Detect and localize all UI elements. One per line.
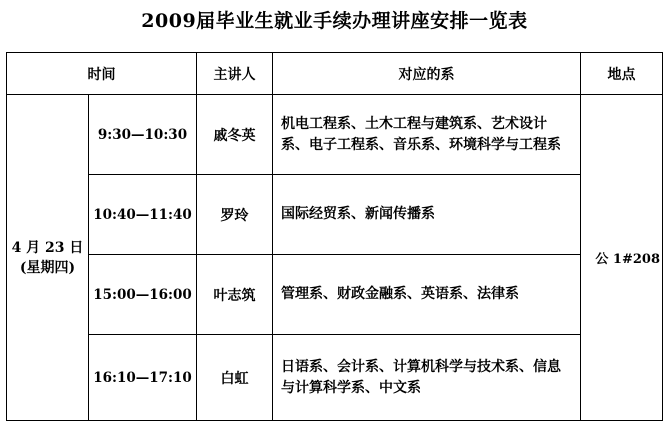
speaker-cell: 白虹	[197, 335, 273, 421]
time-cell: 16:10—17:10	[89, 335, 197, 421]
speaker-cell: 罗玲	[197, 175, 273, 255]
time-cell: 15:00—16:00	[89, 255, 197, 335]
location-cell: 公 1#208	[581, 95, 663, 421]
header-location: 地点	[581, 53, 663, 95]
header-row	[7, 53, 663, 95]
departments-cell: 机电工程系、土木工程与建筑系、艺术设计系、电子工程系、音乐系、环境科学与工程系	[273, 95, 581, 175]
departments-cell: 管理系、财政金融系、英语系、法律系	[273, 255, 581, 335]
header-speaker: 主讲人	[197, 53, 273, 95]
date-day: 4 月 23 日	[11, 239, 84, 256]
time-cell: 10:40—11:40	[89, 175, 197, 255]
time-cell: 9:30—10:30	[89, 95, 197, 175]
table-row	[7, 95, 663, 175]
schedule-table	[6, 52, 663, 421]
table-row	[7, 255, 663, 335]
date-weekday: (星期四)	[19, 259, 76, 276]
departments-cell: 国际经贸系、新闻传播系	[273, 175, 581, 255]
departments-cell: 日语系、会计系、计算机科学与技术系、信息与计算科学系、中文系	[273, 335, 581, 421]
date-cell	[7, 95, 89, 421]
page-title: 2009届毕业生就业手续办理讲座安排一览表	[141, 10, 528, 32]
header-time: 时间	[7, 53, 197, 95]
speaker-cell: 叶志筑	[197, 255, 273, 335]
table-row	[7, 175, 663, 255]
table-row	[7, 335, 663, 421]
header-departments: 对应的系	[273, 53, 581, 95]
speaker-cell: 戚冬英	[197, 95, 273, 175]
